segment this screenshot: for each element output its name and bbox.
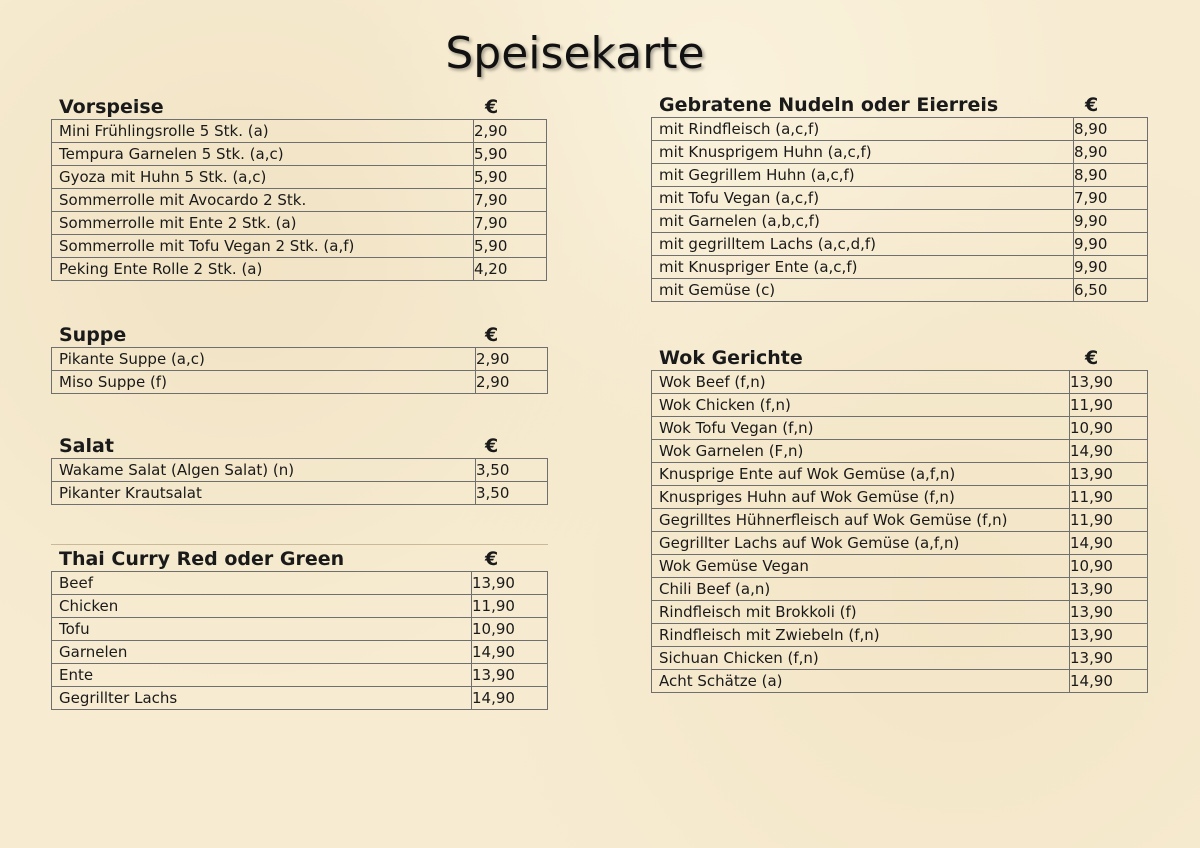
- section-vorspeise: [51, 95, 547, 281]
- menu-item-name: Garnelen: [52, 641, 472, 664]
- menu-item-price: 7,90: [474, 189, 547, 212]
- menu-item-row: [52, 143, 547, 166]
- menu-item-name: Sommerrolle mit Ente 2 Stk. (a): [52, 212, 474, 235]
- menu-table: [51, 571, 548, 710]
- menu-item-price: 14,90: [472, 687, 548, 710]
- menu-item-price: 9,90: [1074, 210, 1148, 233]
- menu-item-name: Wok Chicken (f,n): [652, 394, 1070, 417]
- menu-item-name: Gegrillter Lachs auf Wok Gemüse (a,f,n): [652, 532, 1070, 555]
- menu-item-row: [652, 670, 1148, 693]
- section-title: Gebratene Nudeln oder Eierreis: [659, 94, 999, 116]
- section-header: [51, 95, 547, 119]
- menu-item-row: [652, 486, 1148, 509]
- section-thai-curry: [51, 547, 548, 710]
- menu-item-price: 14,90: [472, 641, 548, 664]
- menu-item-price: 7,90: [1074, 187, 1148, 210]
- menu-item-row: [652, 394, 1148, 417]
- menu-item-name: Wok Gemüse Vegan: [652, 555, 1070, 578]
- currency-label: €: [485, 96, 499, 118]
- menu-item-price: 2,90: [476, 348, 548, 371]
- menu-item-row: [52, 235, 547, 258]
- menu-item-price: 6,50: [1074, 279, 1148, 302]
- menu-item-name: Sichuan Chicken (f,n): [652, 647, 1070, 670]
- menu-item-name: mit Knusprigem Huhn (a,c,f): [652, 141, 1074, 164]
- menu-item-name: Tofu: [52, 618, 472, 641]
- menu-item-row: [52, 166, 547, 189]
- menu-item-price: 10,90: [1070, 555, 1148, 578]
- menu-item-price: 13,90: [1070, 624, 1148, 647]
- menu-item-price: 11,90: [472, 595, 548, 618]
- menu-item-price: 14,90: [1070, 532, 1148, 555]
- menu-item-price: 8,90: [1074, 141, 1148, 164]
- menu-item-name: Sommerrolle mit Avocardo 2 Stk.: [52, 189, 474, 212]
- menu-item-price: 8,90: [1074, 164, 1148, 187]
- menu-item-row: [652, 279, 1148, 302]
- menu-item-price: 13,90: [1070, 578, 1148, 601]
- menu-item-name: Beef: [52, 572, 472, 595]
- menu-item-row: [52, 371, 548, 394]
- menu-item-price: 9,90: [1074, 233, 1148, 256]
- menu-item-name: Miso Suppe (f): [52, 371, 476, 394]
- menu-item-name: Gegrillter Lachs: [52, 687, 472, 710]
- section-title: Salat: [59, 435, 114, 457]
- menu-item-name: Chili Beef (a,n): [652, 578, 1070, 601]
- menu-item-name: Gyoza mit Huhn 5 Stk. (a,c): [52, 166, 474, 189]
- menu-item-row: [652, 624, 1148, 647]
- section-title: Wok Gerichte: [659, 347, 803, 369]
- menu-item-price: 5,90: [474, 143, 547, 166]
- menu-item-name: Pikante Suppe (a,c): [52, 348, 476, 371]
- section-title: Thai Curry Red oder Green: [59, 548, 345, 570]
- menu-item-row: [52, 618, 548, 641]
- menu-item-price: 9,90: [1074, 256, 1148, 279]
- section-header: [651, 346, 1148, 370]
- menu-item-name: mit Gegrillem Huhn (a,c,f): [652, 164, 1074, 187]
- menu-item-row: [52, 664, 548, 687]
- menu-item-price: 13,90: [472, 572, 548, 595]
- menu-item-price: 8,90: [1074, 118, 1148, 141]
- menu-item-row: [652, 210, 1148, 233]
- menu-item-price: 11,90: [1070, 486, 1148, 509]
- menu-item-row: [52, 482, 548, 505]
- menu-table: [651, 117, 1148, 302]
- menu-item-name: Pikanter Krautsalat: [52, 482, 476, 505]
- menu-item-row: [652, 187, 1148, 210]
- section-header: [51, 434, 548, 458]
- currency-label: €: [485, 324, 499, 346]
- currency-label: €: [485, 435, 499, 457]
- menu-item-price: 10,90: [1070, 417, 1148, 440]
- menu-item-name: Gegrilltes Hühnerfleisch auf Wok Gemüse (f,n): [652, 509, 1070, 532]
- section-header: [651, 93, 1148, 117]
- menu-table: [651, 370, 1148, 693]
- menu-item-row: [652, 417, 1148, 440]
- menu-item-name: mit Garnelen (a,b,c,f): [652, 210, 1074, 233]
- menu-item-name: mit Tofu Vegan (a,c,f): [652, 187, 1074, 210]
- menu-item-price: 13,90: [472, 664, 548, 687]
- menu-item-row: [52, 212, 547, 235]
- menu-item-row: [652, 164, 1148, 187]
- menu-item-name: Wok Beef (f,n): [652, 371, 1070, 394]
- menu-item-name: Mini Frühlingsrolle 5 Stk. (a): [52, 120, 474, 143]
- menu-item-price: 13,90: [1070, 371, 1148, 394]
- menu-item-row: [652, 578, 1148, 601]
- menu-item-row: [52, 258, 547, 281]
- menu-item-name: Acht Schätze (a): [652, 670, 1070, 693]
- menu-item-row: [52, 459, 548, 482]
- menu-item-name: mit Rindfleisch (a,c,f): [652, 118, 1074, 141]
- page-title: Speisekarte: [445, 28, 705, 79]
- menu-item-row: [652, 256, 1148, 279]
- menu-item-row: [652, 371, 1148, 394]
- menu-item-row: [52, 348, 548, 371]
- currency-label: €: [1085, 347, 1099, 369]
- menu-item-name: Rindfleisch mit Brokkoli (f): [652, 601, 1070, 624]
- menu-item-price: 13,90: [1070, 463, 1148, 486]
- menu-item-name: mit gegrilltem Lachs (a,c,d,f): [652, 233, 1074, 256]
- menu-item-row: [52, 189, 547, 212]
- menu-item-name: Sommerrolle mit Tofu Vegan 2 Stk. (a,f): [52, 235, 474, 258]
- section-divider: [51, 544, 548, 545]
- menu-item-price: 13,90: [1070, 601, 1148, 624]
- menu-item-price: 14,90: [1070, 670, 1148, 693]
- menu-item-name: Knuspriges Huhn auf Wok Gemüse (f,n): [652, 486, 1070, 509]
- menu-item-price: 13,90: [1070, 647, 1148, 670]
- menu-item-name: Chicken: [52, 595, 472, 618]
- menu-item-name: Wok Tofu Vegan (f,n): [652, 417, 1070, 440]
- menu-item-price: 3,50: [476, 482, 548, 505]
- menu-item-row: [52, 120, 547, 143]
- menu-item-row: [52, 641, 548, 664]
- menu-item-price: 7,90: [474, 212, 547, 235]
- section-wok-gerichte: [651, 346, 1148, 693]
- menu-item-row: [652, 141, 1148, 164]
- menu-item-row: [52, 572, 548, 595]
- menu-item-row: [652, 463, 1148, 486]
- menu-item-row: [652, 532, 1148, 555]
- menu-item-name: Tempura Garnelen 5 Stk. (a,c): [52, 143, 474, 166]
- menu-item-row: [652, 440, 1148, 463]
- section-title: Suppe: [59, 324, 127, 346]
- menu-item-price: 5,90: [474, 166, 547, 189]
- menu-item-row: [52, 687, 548, 710]
- section-salat: [51, 434, 548, 505]
- section-title: Vorspeise: [59, 96, 164, 118]
- section-suppe: [51, 323, 548, 394]
- menu-item-row: [652, 233, 1148, 256]
- menu-item-name: Wakame Salat (Algen Salat) (n): [52, 459, 476, 482]
- menu-item-price: 11,90: [1070, 394, 1148, 417]
- menu-item-row: [52, 595, 548, 618]
- menu-table: [51, 119, 547, 281]
- menu-item-name: mit Gemüse (c): [652, 279, 1074, 302]
- menu-item-price: 2,90: [474, 120, 547, 143]
- menu-item-price: 14,90: [1070, 440, 1148, 463]
- menu-item-name: Rindfleisch mit Zwiebeln (f,n): [652, 624, 1070, 647]
- menu-item-price: 10,90: [472, 618, 548, 641]
- menu-item-name: Knusprige Ente auf Wok Gemüse (a,f,n): [652, 463, 1070, 486]
- menu-item-row: [652, 601, 1148, 624]
- menu-table: [51, 347, 548, 394]
- currency-label: €: [485, 548, 499, 570]
- menu-item-price: 11,90: [1070, 509, 1148, 532]
- section-header: [51, 547, 548, 571]
- menu-item-price: 5,90: [474, 235, 547, 258]
- menu-item-name: Peking Ente Rolle 2 Stk. (a): [52, 258, 474, 281]
- menu-item-price: 2,90: [476, 371, 548, 394]
- menu-item-name: mit Knuspriger Ente (a,c,f): [652, 256, 1074, 279]
- menu-item-row: [652, 555, 1148, 578]
- section-gebratene-nudeln: [651, 93, 1148, 302]
- menu-item-row: [652, 647, 1148, 670]
- menu-item-name: Wok Garnelen (F,n): [652, 440, 1070, 463]
- menu-item-row: [652, 509, 1148, 532]
- currency-label: €: [1085, 94, 1099, 116]
- menu-item-name: Ente: [52, 664, 472, 687]
- menu-table: [51, 458, 548, 505]
- section-header: [51, 323, 548, 347]
- menu-item-price: 4,20: [474, 258, 547, 281]
- menu-item-row: [652, 118, 1148, 141]
- menu-item-price: 3,50: [476, 459, 548, 482]
